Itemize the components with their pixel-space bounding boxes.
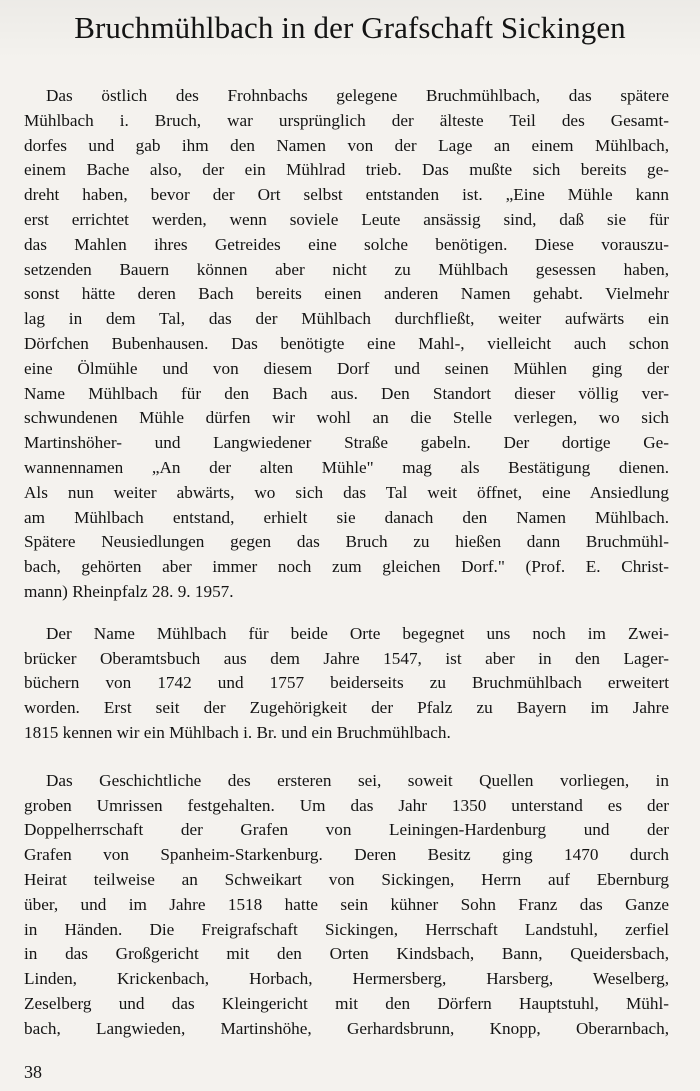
text-line: bach, Langwieden, Martinshöhe, Gerhardsbrunn, Knopp, Oberarnbach, [24,1018,669,1038]
page-number: 38 [24,1062,42,1082]
paragraph-3 [24,769,669,1042]
paragraph-spacer [24,605,669,622]
text-line: mann) Rheinpfalz 28. 9. 1957. [24,581,234,601]
text-line: am Mühlbach entstand, erhielt sie danach den Namen Mühlbach. [24,507,669,527]
text-line: in das Großgericht mit den Orten Kindsbach, Bann, Queidersbach, [24,944,669,964]
text-line: dreht haben, bevor der Ort selbst entstanden ist. „Eine Mühle kann [24,185,669,205]
text-line: Mühlbach i. Bruch, war ursprünglich der älteste Teil des Gesamt- [24,110,669,130]
text-line: in Händen. Die Freigrafschaft Sickingen, Herrschaft Landstuhl, zerfiel [24,919,669,939]
text-line: Der Name Mühlbach für beide Orte begegnet uns noch im Zwei- [46,623,669,643]
text-line: Name Mühlbach für den Bach aus. Den Standort dieser völlig ver- [24,383,669,403]
text-line: einem Bache also, der ein Mühlrad trieb. Das mußte sich bereits ge- [24,160,669,180]
text-line: schwundenen Mühle dürfen wir wohl an die Stelle verlegen, wo sich [24,408,669,428]
text-body [24,84,669,1041]
paragraph-2 [24,622,669,746]
text-line: Martinshöher- und Langwiedener Straße gabeln. Der dortige Ge- [24,433,669,453]
text-line: eine Ölmühle und von diesem Dorf und seinen Mühlen ging der [24,358,669,378]
text-line: Als nun weiter abwärts, wo sich das Tal weit öffnet, eine Ansiedlung [24,482,669,502]
text-line: Zeselberg und das Kleingericht mit den Dörfern Hauptstuhl, Mühl- [24,993,669,1013]
text-line: setzenden Bauern können aber nicht zu Mühlbach gesessen haben, [24,259,669,279]
text-line: Spätere Neusiedlungen gegen das Bruch zu hießen dann Bruchmühl- [24,532,669,552]
text-line: Das Geschichtliche des ersteren sei, soweit Quellen vorliegen, in [46,770,669,790]
text-line: über, und im Jahre 1518 hatte sein kühner Sohn Franz das Ganze [24,894,669,914]
text-line: bach, gehörten aber immer noch zum gleichen Dorf." (Prof. E. Christ- [24,557,669,577]
text-line: groben Umrissen festgehalten. Um das Jahr 1350 unterstand es der [24,795,669,815]
text-line: Grafen von Spanheim-Starkenburg. Deren Besitz ging 1470 durch [24,845,669,865]
text-line: lag in dem Tal, das der Mühlbach durchfließt, weiter aufwärts ein [24,309,669,329]
text-line: worden. Erst seit der Zugehörigkeit der Pfalz zu Bayern im Jahre [24,698,669,718]
text-line: das Mahlen ihres Getreides eine solche benötigen. Diese vorauszu- [24,234,669,254]
page-title: Bruchmühlbach in der Grafschaft Sickingen [74,10,626,45]
text-line: 1815 kennen wir ein Mühlbach i. Br. und ein Bruchmühlbach. [24,722,451,742]
text-line: sonst hätte deren Bach bereits einen anderen Namen gehabt. Vielmehr [24,284,669,304]
text-line: Doppelherrschaft der Grafen von Leiningen-Hardenburg und der [24,820,669,840]
text-line: wannennamen „An der alten Mühle" mag als Bestätigung dienen. [24,457,669,477]
paragraph-spacer [24,746,669,769]
text-line: Heirat teilweise an Schweikart von Sickingen, Herrn auf Ebernburg [24,869,669,889]
text-line: Dörfchen Bubenhausen. Das benötigte eine Mahl-, vielleicht auch schon [24,333,669,353]
text-line: dorfes und gab ihm den Namen von der Lage an einem Mühlbach, [24,135,669,155]
paragraph-1 [24,84,669,605]
text-line: Linden, Krickenbach, Horbach, Hermersberg, Harsberg, Weselberg, [24,969,669,989]
text-line: brücker Oberamtsbuch aus dem Jahre 1547, ist aber in den Lager- [24,648,669,668]
text-line: Das östlich des Frohnbachs gelegene Bruchmühlbach, das spätere [46,86,669,105]
text-line: büchern von 1742 und 1757 beiderseits zu Bruchmühlbach erweitert [24,673,669,693]
text-line: erst errichtet werden, wenn soviele Leute ansässig sind, daß sie für [24,209,669,229]
